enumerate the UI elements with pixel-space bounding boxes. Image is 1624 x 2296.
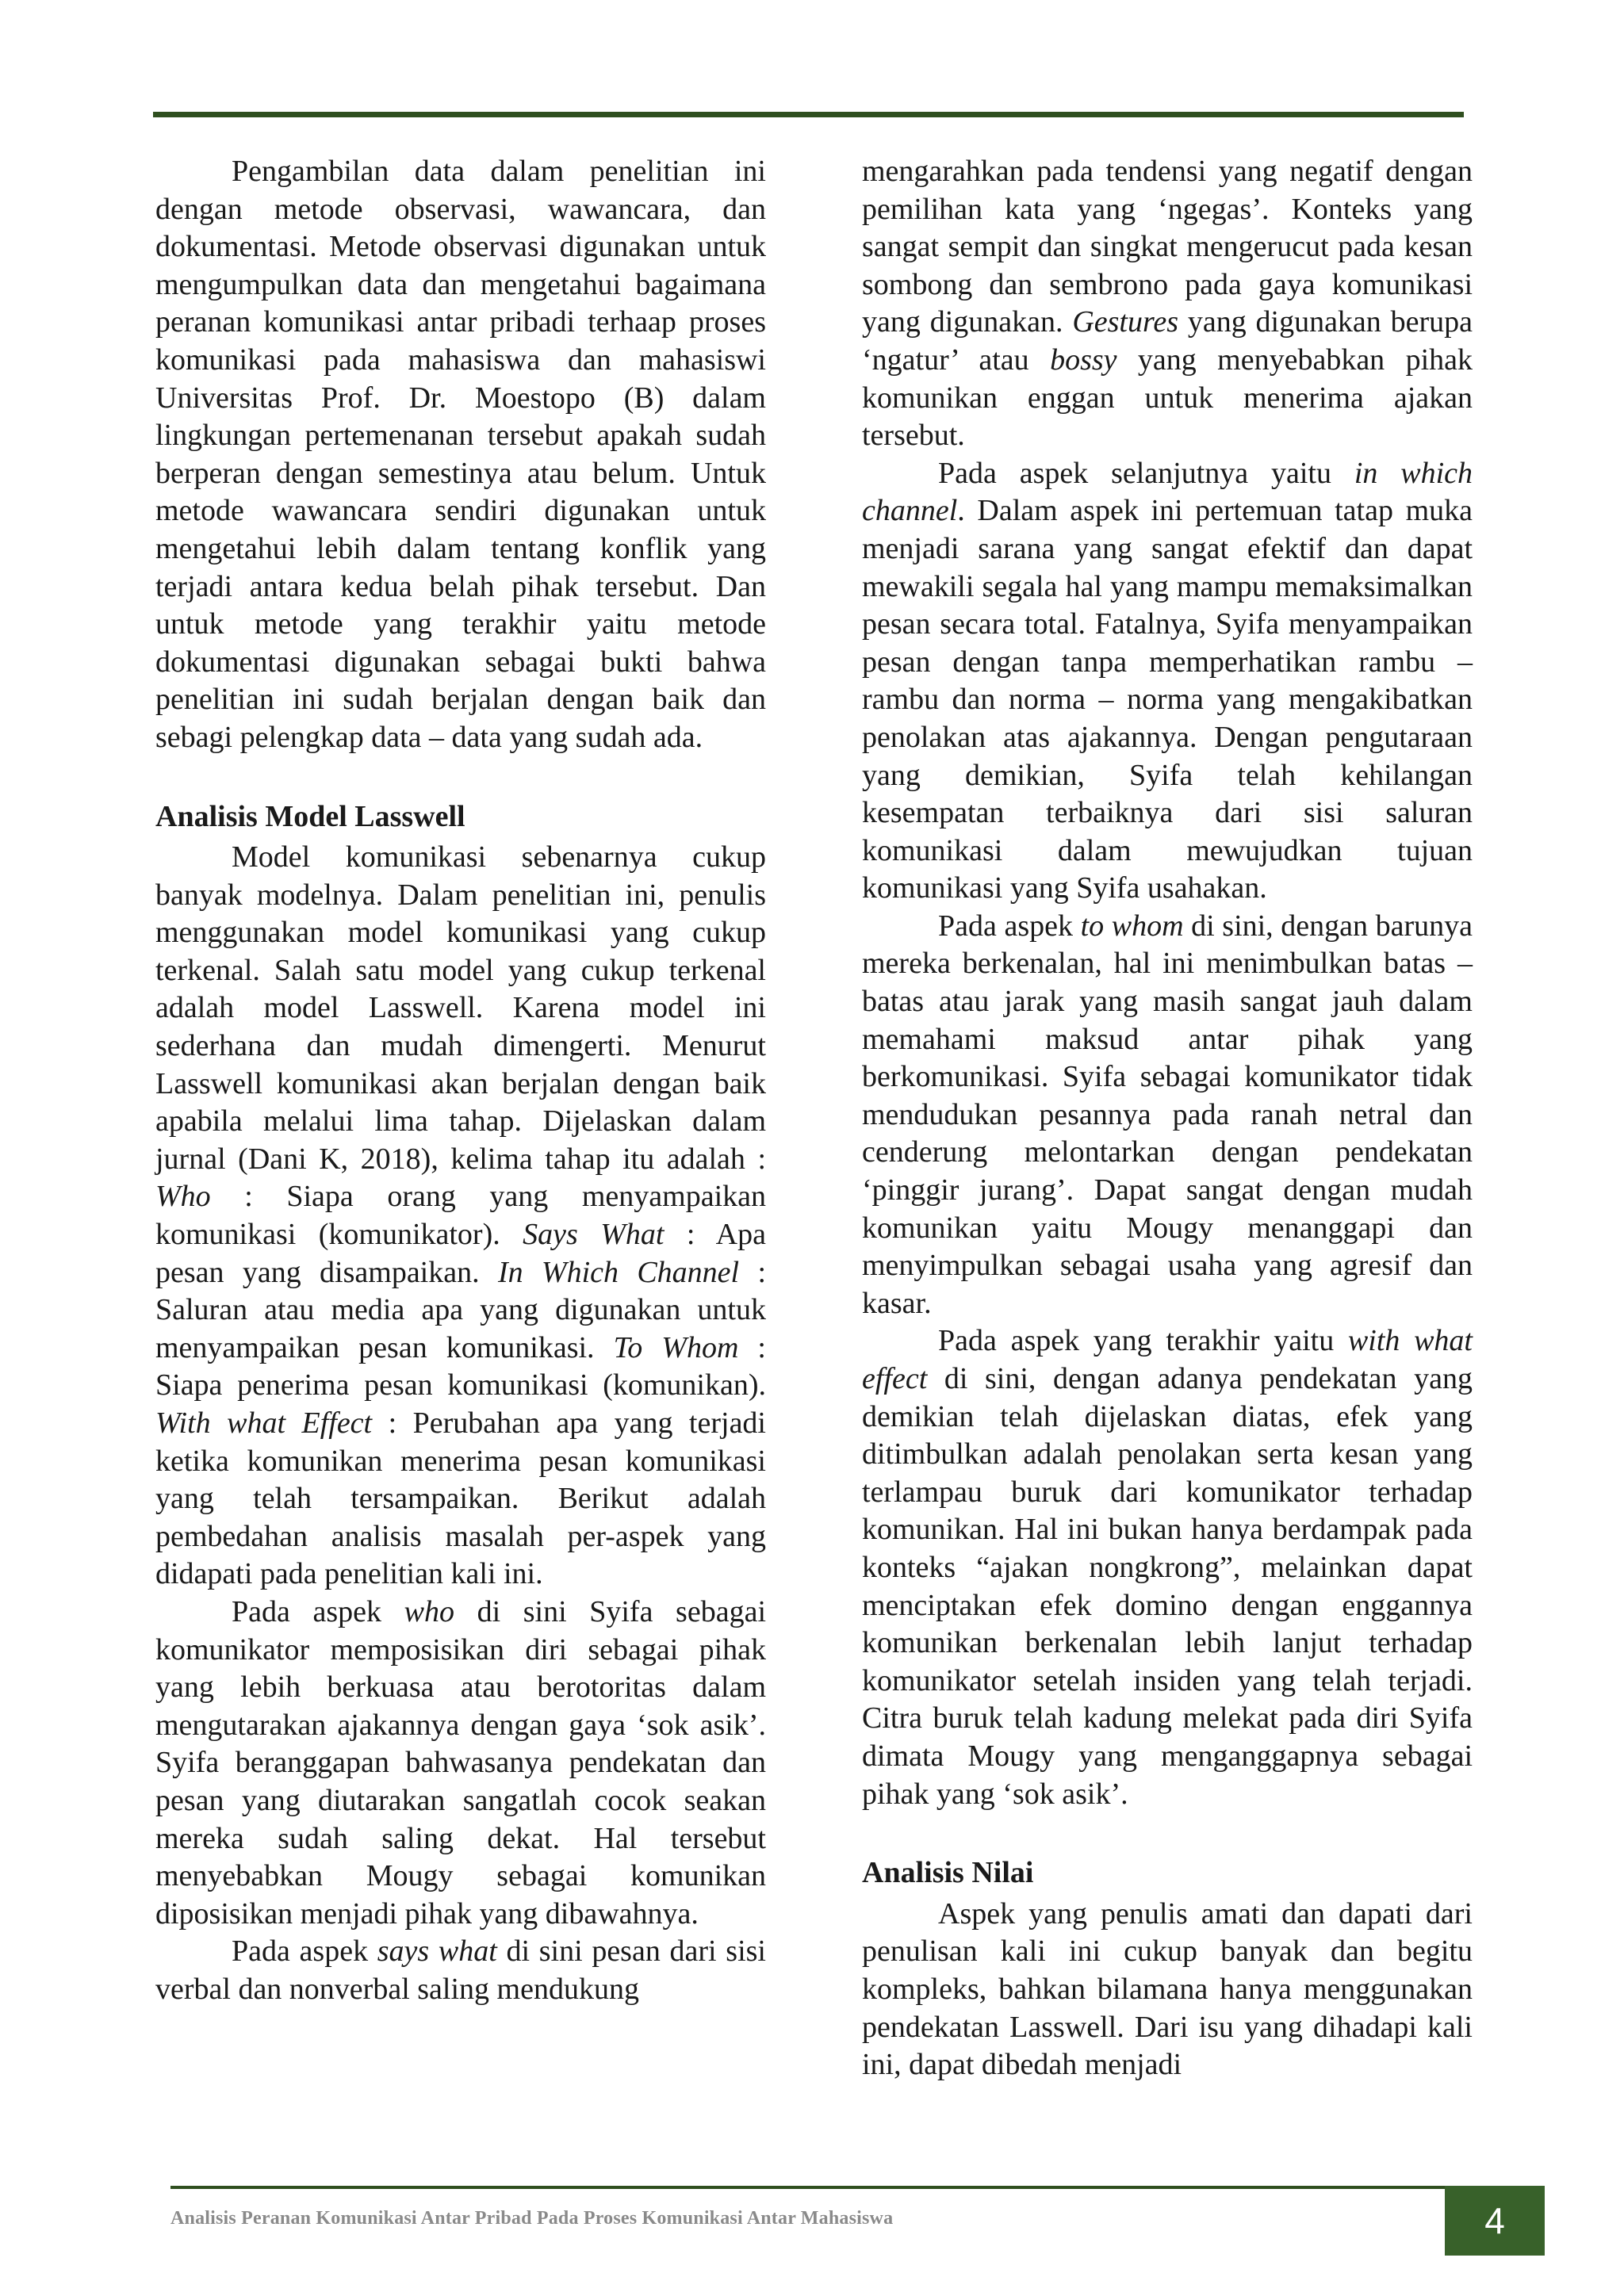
- footer-rule: [170, 2186, 1447, 2189]
- paragraph-aspect-effect: Pada aspek yang terakhir yaitu with what effect di sini, dengan adanya pendekatan yang demikian telah dijelaskan diatas, efek yang ditimbulkan adalah penolakan serta kesan yang terlampau buruk dari komunikator terhadap komunikan. Hal ini bukan hanya berdampak pada konteks “ajakan nongkrong”, melainkan dapat menciptakan efek domino dengan enggannya komunikan berkenalan lebih lanjut terhadap komunikator setelah insiden yang telah terjadi. Citra buruk telah kadung melekat pada diri Syifa dimata Mougy yang menganggapnya sebagai pihak yang ‘sok asik’.: [862, 1324, 1473, 1811]
- left-column: [155, 153, 766, 2009]
- paragraph-aspect-channel: Pada aspek selanjutnya yaitu in which channel. Dalam aspek ini pertemuan tatap muka menjadi sarana yang sangat efektif dan dapat mewakili segala hal yang mampu memaksimalkan pesan secara total. Fatalnya, Syifa menyampaikan pesan dengan tanpa memperhatikan rambu – rambu dan norma – norma yang mengakibatkan penolakan atas ajakannya. Dengan pengutaraan yang demikian, Syifa telah kehilangan kesempatan terbaiknya dari sisi saluran komunikasi dalam mewujudkan tujuan komunikasi yang Syifa usahakan.: [862, 456, 1473, 905]
- paragraph-data-collection: Pengambilan data dalam penelitian ini dengan metode observasi, wawancara, dan dokumentasi. Metode observasi digunakan untuk mengumpulkan data dan mengetahui bagaimana peranan komunikasi antar pribadi terhaap proses komunikasi pada mahasiswa dan mahasiswi Universitas Prof. Dr. Moestopo (B) dalam lingkungan pertemenanan tersebut apakah sudah berperan dengan semestinya atau belum. Untuk metode wawancara sendiri digunakan untuk mengetahui lebih dalam tentang konflik yang terjadi antara kedua belah pihak tersebut. Dan untuk metode yang terakhir yaitu metode dokumentasi digunakan sebagai bukti bahwa penelitian ini sudah berjalan dengan baik dan sebagi pelengkap data – data yang sudah ada.: [155, 155, 766, 754]
- running-title: Analisis Peranan Komunikasi Antar Pribad Pada Proses Komunikasi Antar Mahasiswa: [170, 2208, 894, 2229]
- paragraph-aspect-says-what: Pada aspek says what di sini pesan dari sisi verbal dan nonverbal saling mendukung: [155, 1934, 766, 2006]
- page-number: 4: [1445, 2186, 1545, 2256]
- paragraph-says-what-continued: mengarahkan pada tendensi yang negatif dengan pemilihan kata yang ‘ngegas’. Konteks yang sangat sempit dan singkat mengerucut pada kesan sombong dan sembrono pada gaya komunikasi yang digunakan. Gestures yang digunakan berupa ‘ngatur’ atau bossy yang menyebabkan pihak komunikan enggan untuk menerima ajakan tersebut.: [862, 155, 1473, 453]
- paragraph-aspect-who: Pada aspek who di sini Syifa sebagai komunikator memposisikan diri sebagai pihak yang lebih berkuasa atau berotoritas dalam mengutarakan ajakannya dengan gaya ‘sok asik’. Syifa beranggapan bahwasanya pendekatan dan pesan yang diutarakan sangatlah cocok seakan mereka sudah saling dekat. Hal tersebut menyebabkan Mougy sebagai komunikan diposisikan menjadi pihak yang dibawahnya.: [155, 1594, 767, 1931]
- right-column: [862, 153, 1473, 2084]
- heading-lasswell-model: Analisis Model Lasswell: [155, 799, 465, 833]
- paragraph-aspect-to-whom: Pada aspek to whom di sini, dengan barunya mereka berkenalan, hal ini menimbulkan batas – batas atau jarak yang masih sangat jauh dalam memahami maksud antar pihak yang berkomunikasi. Syifa sebagai komunikator tidak mendudukan pesannya pada ranah netral dan cenderung melontarkan dengan pendekatan ‘pinggir jurang’. Dapat sangat dengan mudah komunikan yaitu Mougy menanggapi dan menyimpulkan sebagai usaha yang agresif dan kasar.: [862, 909, 1473, 1320]
- heading-value-analysis: Analisis Nilai: [862, 1856, 1034, 1890]
- paragraph-lasswell-model: Model komunikasi sebenarnya cukup banyak modelnya. Dalam penelitian ini, penulis menggunakan model komunikasi yang cukup terkenal. Salah satu model yang cukup terkenal adalah model Lasswell. Karena model ini sederhana dan mudah dimengerti. Menurut Lasswell komunikasi akan berjalan dengan baik apabila melalui lima tahap. Dijelaskan dalam jurnal (Dani K, 2018), kelima tahap itu adalah : Who : Siapa orang yang menyampaikan komunikasi (komunikator). Says What : Apa pesan yang disampaikan. In Which Channel : Saluran atau media apa yang digunakan untuk menyampaikan pesan komunikasi. To Whom : Siapa penerima pesan komunikasi (komunikan). With what Effect : Perubahan apa yang terjadi ketika komunikan menerima pesan komunikasi yang telah tersampaikan. Berikut adalah pembedahan analisis masalah per-aspek yang didapati pada penelitian kali ini.: [155, 840, 766, 1591]
- paragraph-value-analysis: Aspek yang penulis amati dan dapati dari penulisan kali ini cukup banyak dan begitu kompleks, bahkan bilamana hanya menggunakan pendekatan Lasswell. Dari isu yang dihadapi kali ini, dapat dibedah menjadi: [862, 1896, 1473, 2082]
- header-rule: [153, 112, 1464, 117]
